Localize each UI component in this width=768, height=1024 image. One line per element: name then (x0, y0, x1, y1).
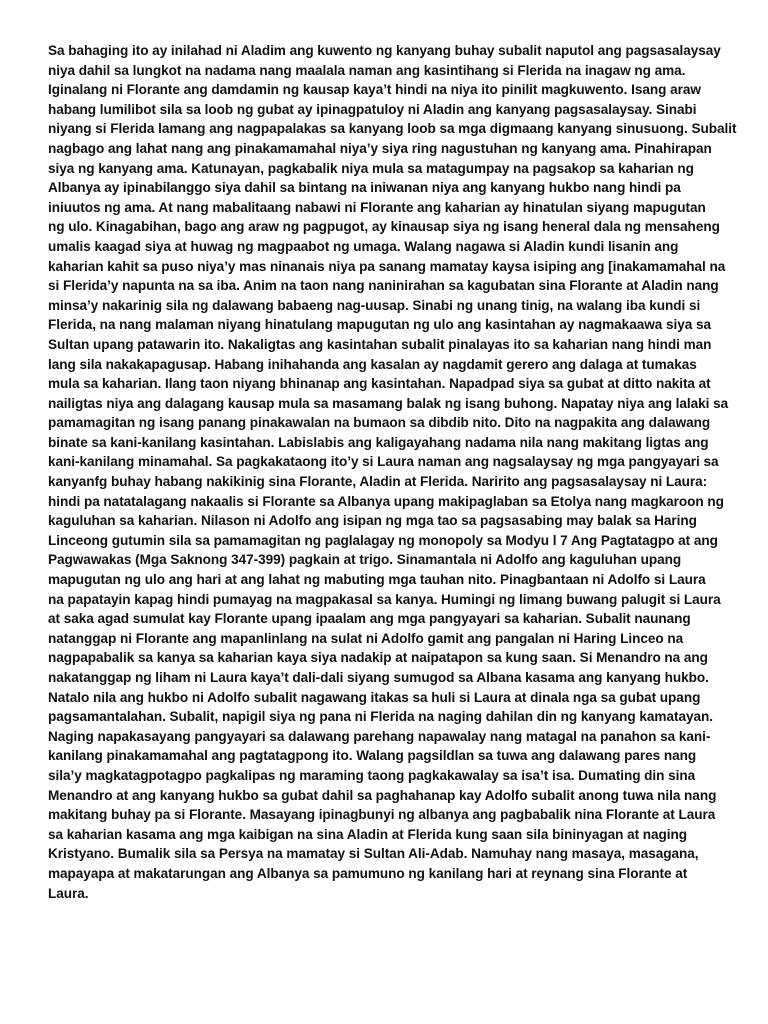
text-line: siya ng kanyang ama. Katunayan, pagkabalik niya mula sa matagumpay na pagsakop sa kaharian ng (48, 160, 694, 176)
text-line: makitang buhay pa si Florante. Masayang ipinagbunyi ng albanya ang pagbabalik nina Florante at Laura (48, 807, 716, 823)
text-line: mapugutan ng ulo ang hari at ang lahat ng mabuting mga tauhan nito. Pinagbantaan ni Adolfo si Laura (48, 572, 706, 588)
text-line: Iginalang ni Florante ang damdamin ng kausap kaya’t hindi na niya ito pinilit magkuwento. Isang araw (48, 82, 701, 98)
text-line: umalis kaagad siya at huwag ng magpaabot ng umaga. Walang nagawa si Aladin kundi lisanin ang (48, 238, 679, 254)
text-line: kanyanfg buhay habang nakikinig sina Florante, Aladin at Flerida. Naririto ang pagsasalaysay ni Laura: (48, 474, 708, 490)
text-line: Sultan upang patawarin ito. Nakaligtas ang kasintahan subalit pinalayas ito sa kaharian nang hindi man (48, 336, 712, 352)
text-line: kaguluhan sa kaharian. Nilason ni Adolfo ang isipan ng mga tao sa pagsasabing may balak sa Haring (48, 513, 697, 529)
text-line: hindi pa natatalagang nakaalis si Florante sa Albanya upang makipaglaban sa Etolya nang magkaroon ng (48, 493, 724, 509)
text-line: Menandro at ang kanyang hukbo sa gubat dahil sa paghahanap kay Adolfo subalit anong tuwa nila nang (48, 787, 717, 803)
text-line: mula sa kaharian. Ilang taon niyang bhinanap ang kasintahan. Napadpad siya sa gubat at ditto nakita at (48, 376, 711, 392)
text-line: kanilang pinakamamahal ang pagtatagpong ito. Walang pagsildlan sa tuwa ang dalawang pares nang (48, 748, 697, 764)
text-line: na papatayin kapag hindi pumayag na magpakasal sa kanya. Humingi ng limang buwang palugit si Laura (48, 591, 721, 607)
text-line: Linceong gutumin sila sa pamamagitan ng paglalagay ng monopoly sa Modyu l 7 Ang Pagtatagpo at ang (48, 532, 718, 548)
text-line: pamamagitan ng isang panang pinakawalan na bumaon sa dibdib nito. Dito na nagpakita ang dalawang (48, 415, 711, 431)
summary-paragraph (48, 41, 738, 903)
text-line: lang sila nakakapagusap. Habang inihahanda ang kasalan ay nagdamit gerero ang dalaga at tumakas (48, 356, 697, 372)
text-line: niyang si Flerida lamang ang nagpapalakas sa kanyang loob sa mga digmaang kanyang sinusuong. Subalit (48, 121, 737, 137)
text-line: mapayapa at makatarungan ang Albanya sa pamumuno ng kanilang hari at reynang sina Florante at (48, 865, 688, 881)
text-line: Natalo nila ang hukbo ni Adolfo subalit nagawang itakas sa huli si Laura at dinala nga sa gubat upang (48, 689, 701, 705)
text-line: pagsamantalahan. Subalit, napigil siya ng pana ni Flerida na naging dahilan din ng kanyang kamatayan. (48, 709, 713, 725)
text-line: ng ulo. Kinagabihan, bago ang araw ng pagpugot, ay kinausap siya ng isang heneral dala ng mensaheng (48, 219, 720, 235)
text-line: habang lumilibot sila sa loob ng gubat ay ipinagpatuloy ni Aladin ang kanyang pagsasalaysay. Sinabi (48, 101, 697, 117)
text-line: Albanya ay ipinabilanggo siya dahil sa bintang na iniwanan niya ang kanyang hukbo nang hindi pa (48, 180, 681, 196)
text-line: Kristyano. Bumalik sila sa Persya na mamatay si Sultan Ali-Adab. Namuhay nang masaya, masagana, (48, 846, 699, 862)
text-line: natanggap ni Florante ang mapanlinlang na sulat ni Adolfo gamit ang pangalan ni Haring Linceo na (48, 630, 684, 646)
text-line: Flerida, na nang malaman niyang hinatulang mapugutan ng ulo ang kasintahan ay nagmakaawa siya sa (48, 317, 711, 333)
text-line: Sa bahaging ito ay inilahad ni Aladim ang kuwento ng kanyang buhay subalit naputol ang pagsasalaysay (48, 43, 721, 58)
text-line: at saka agad sumulat kay Florante upang ipaalam ang mga pangyayari sa kaharian. Subalit naunang (48, 611, 691, 627)
text-line: binate sa kani-kanilang kasintahan. Labislabis ang kaligayahang nadama nila nang makitang ligtas ang (48, 434, 709, 450)
text-line: kani-kanilang minamahal. Sa pagkakataong ito’y si Laura naman ang nagsalaysay ng mga pangyayari sa (48, 454, 719, 470)
text-line: Naging napakasayang pangyayari sa dalawang parehang napawalay nang matagal na panahon sa kani- (48, 728, 711, 744)
text-line: minsa’y nakarinig sila ng dalawang babaeng nag-uusap. Sinabi ng unang tinig, na walang iba kundi si (48, 297, 701, 313)
text-line: iniuutos ng ama. At nang mabalitaang nabawi ni Florante ang kaharian ay hinatulan siyang mapugutan (48, 199, 706, 215)
text-line: nakatanggap ng liham ni Laura kaya’t dali-dali siyang sumugod sa Albana kasama ang kanyang hukbo. (48, 670, 709, 685)
text-line: Laura. (48, 885, 89, 901)
text-line: sila’y magkatagpotagpo pagkalipas ng maraming taong pagkakawalay sa isa’t isa. Dumating din sina (48, 767, 696, 783)
text-line: nagpapabalik sa kanya sa kaharian kaya siya nadakip at naipatapon sa kung saan. Si Menandro na ang (48, 650, 708, 666)
text-line: si Flerida’y napunta na sa iba. Anim na taon nang naninirahan sa kagubatan sina Florante at Aladin nang (48, 278, 719, 294)
text-line: nailigtas niya ang dalagang kausap mula sa masamang balak ng isang buhong. Napatay niya ang lalaki sa (48, 395, 729, 411)
text-line: nagbago ang lahat nang ang pinakamamahal niya’y siya ring nagustuhan ng kanyang ama. Pinahirapan (48, 140, 712, 156)
text-line: sa kaharian kasama ang mga kaibigan na sina Aladin at Flerida kung saan sila bininyagan at naging (48, 826, 688, 842)
text-line: kaharian kahit sa puso niya’y mas ninanais niya pa sanang mamatay kaysa isiping ang [inakamamahal na (48, 258, 726, 274)
text-line: niya dahil sa lungkot na nadama nang maalala naman ang kasintihang si Flerida na inagaw ng ama. (48, 62, 686, 78)
text-line: Pagwawakas (Mga Saknong 347-399) pagkain at trigo. Sinamantala ni Adolfo ang kaguluhan upang (48, 552, 682, 568)
